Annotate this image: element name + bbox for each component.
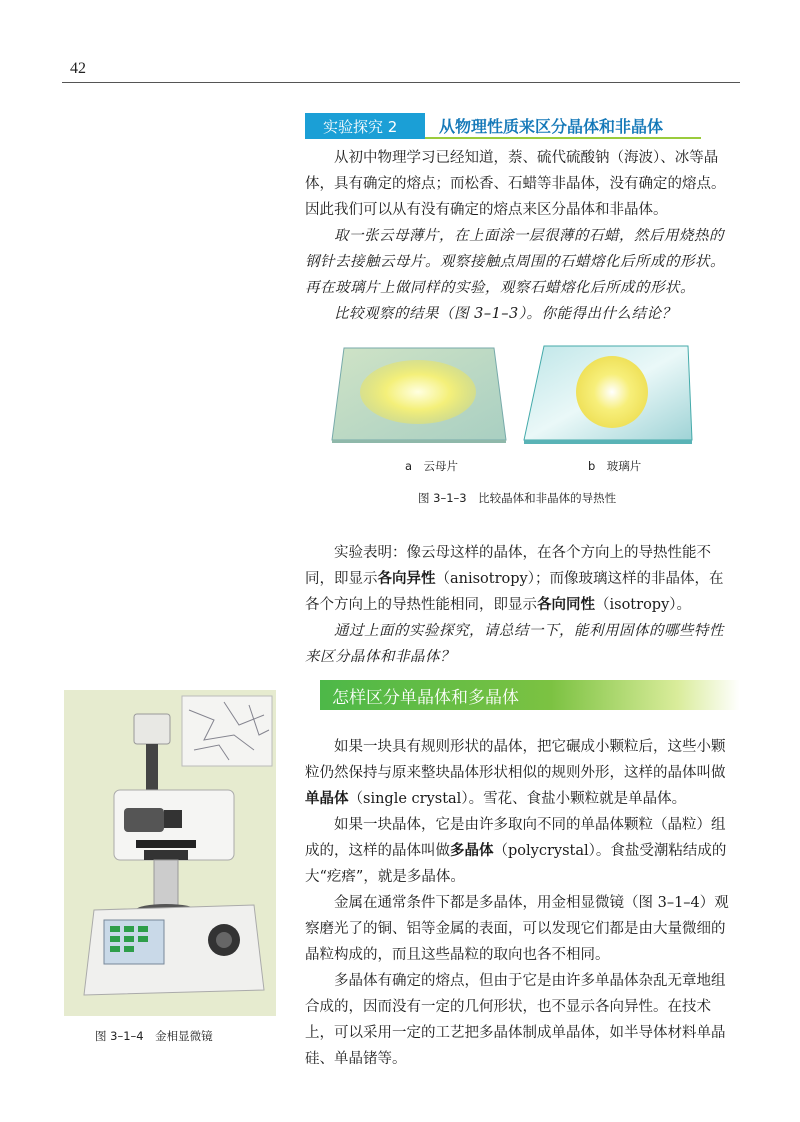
term-polycrystal: 多晶体 bbox=[450, 843, 494, 859]
section-body bbox=[305, 734, 737, 1072]
header-rule bbox=[62, 82, 740, 83]
term-anisotropy: 各向异性 bbox=[377, 571, 436, 587]
term-isotropy: 各向同性 bbox=[537, 597, 595, 613]
p1-post: （single crystal）。雪花、食盐小颗粒就是单晶体。 bbox=[348, 791, 687, 807]
metal-paragraph: 金属在通常条件下都是多晶体，用金相显微镜（图 3–1–4）观察磨光了的铜、铝等金属的表面，可以发现它们都是由大量微细的晶粒构成的，而且这些晶粒的取向也各不相同。 bbox=[305, 895, 729, 963]
results-mid: （anisotropy）；而像玻璃这样的非晶体，在各个方向上的导热性能相同，即显示 bbox=[305, 571, 724, 613]
polycrystal-paragraph bbox=[305, 812, 737, 890]
results-text bbox=[305, 540, 737, 670]
results-pre: 实验表明：像云母这样的晶体，在各个方向上的导热性能不同，即显示 bbox=[305, 545, 711, 587]
p2-pre: 如果一块晶体，它是由许多取向不同的单晶体颗粒（晶粒）组成的，这样的晶体叫做 bbox=[305, 817, 726, 859]
mica-plate-image bbox=[330, 340, 510, 445]
experiment-tag: 实验探究 2 bbox=[305, 113, 425, 139]
results-end: （isotropy）。 bbox=[595, 597, 692, 613]
summary-question: 通过上面的实验探究，请总结一下，能利用固体的哪些特性来区分晶体和非晶体？ bbox=[305, 623, 724, 665]
figure-314-caption: 图 3–1–4 金相显微镜 bbox=[95, 1029, 213, 1043]
results-paragraph bbox=[305, 540, 737, 618]
p1-pre: 如果一块具有规则形状的晶体，把它碾成小颗粒后，这些小颗粒仍然保持与原来整块晶体形状相似的规则外形，这样的晶体叫做 bbox=[305, 739, 726, 781]
polycrystal-properties-paragraph: 多晶体有确定的熔点，但由于它是由许多单晶体杂乱无章地组合成的，因而没有一定的几何形状，也不显示各向异性。在技术上，可以采用一定的工艺把多晶体制成单晶体，如半导体材料单晶硅、单晶锗等。 bbox=[305, 973, 726, 1067]
term-single-crystal: 单晶体 bbox=[305, 791, 349, 807]
label-glass: b 玻璃片 bbox=[588, 459, 642, 473]
label-mica: a 云母片 bbox=[405, 459, 459, 473]
procedure-paragraph: 取一张云母薄片，在上面涂一层很薄的石蜡，然后用烧热的钢针去接触云母片。观察接触点周围的石蜡熔化后所成的形状。再在玻璃片上做同样的实验，观察石蜡熔化后所成的形状。 bbox=[305, 228, 725, 296]
p2-post: （polycrystal）。食盐受潮粘结成的大“疙瘩”，就是多晶体。 bbox=[305, 843, 727, 885]
intro-paragraph: 从初中物理学习已经知道，萘、硫代硫酸钠（海波）、冰等晶体，具有确定的熔点；而松香、石蜡等非晶体，没有确定的熔点。因此我们可以从有没有确定的熔点来区分晶体和非晶体。 bbox=[305, 150, 726, 218]
page-number: 42 bbox=[70, 60, 86, 77]
microscope-photo bbox=[64, 690, 276, 1016]
section-heading: 怎样区分单晶体和多晶体 bbox=[320, 680, 740, 710]
experiment-heading bbox=[305, 113, 701, 139]
comparison-question: 比较观察的结果（图 3–1–3）。你能得出什么结论？ bbox=[334, 306, 677, 322]
single-crystal-paragraph bbox=[305, 734, 737, 812]
glass-plate-image bbox=[520, 340, 700, 445]
figure-313-caption: 图 3–1–3 比较晶体和非晶体的导热性 bbox=[418, 491, 617, 505]
experiment-title: 从物理性质来区分晶体和非晶体 bbox=[425, 113, 701, 139]
experiment-intro bbox=[305, 145, 737, 327]
